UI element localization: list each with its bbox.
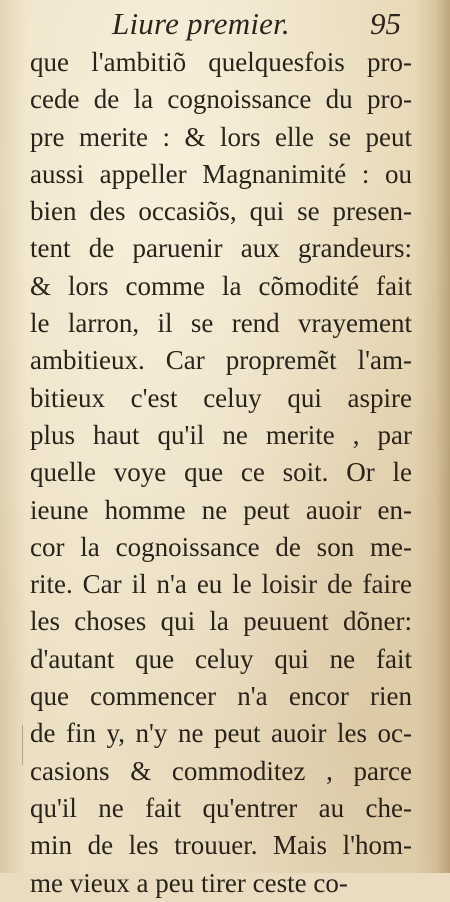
text-line: aussi appeller Magnanimité : ou (30, 158, 412, 189)
text-line: quelle voye que ce soit. Or le (30, 457, 412, 488)
text-line: ambitieux. Car propremẽt l'am- (30, 345, 412, 376)
text-line: tent de paruenir aux grandeurs: (30, 233, 412, 264)
body-text (30, 44, 412, 902)
text-line: & lors comme la cõmodité fait (30, 270, 412, 301)
text-line: me vieux a peu tirer ceste co- (30, 867, 348, 898)
page-edge-shadow (436, 0, 450, 873)
text-line: min de les trouuer. Mais l'hom- (30, 830, 412, 861)
text-line: bitieux c'est celuy qui aspire (30, 382, 412, 413)
text-line: qu'il ne fait qu'entrer au che- (30, 792, 412, 823)
text-line: plus haut qu'il ne merite , par (30, 419, 412, 450)
text-line: de fin y, n'y ne peut auoir les oc- (30, 718, 412, 749)
text-line: cor la cognoissance de son me- (30, 531, 412, 562)
page-header (0, 4, 450, 44)
text-line: cede de la cognoissance du pro- (30, 84, 412, 115)
text-line: casions & commoditez , parce (30, 755, 412, 786)
text-line: le larron, il se rend vrayement (30, 308, 412, 339)
text-line: bien des occasiõs, qui se presen- (30, 196, 412, 227)
text-line: les choses qui la peuuent dõner: (30, 606, 412, 637)
page-number: 95 (370, 6, 401, 41)
running-head: Liure premier. (112, 6, 290, 41)
margin-mark (22, 725, 23, 765)
text-line: rite. Car il n'a eu le loisir de faire (30, 569, 412, 600)
text-line: que l'ambitiõ quelquesfois pro- (30, 47, 412, 77)
text-line: d'autant que celuy qui ne fait (30, 643, 412, 674)
text-line: que commencer n'a encor rien (30, 681, 412, 712)
text-line: pre merite : & lors elle se peut (30, 121, 412, 152)
text-line: ieune homme ne peut auoir en- (30, 494, 412, 525)
